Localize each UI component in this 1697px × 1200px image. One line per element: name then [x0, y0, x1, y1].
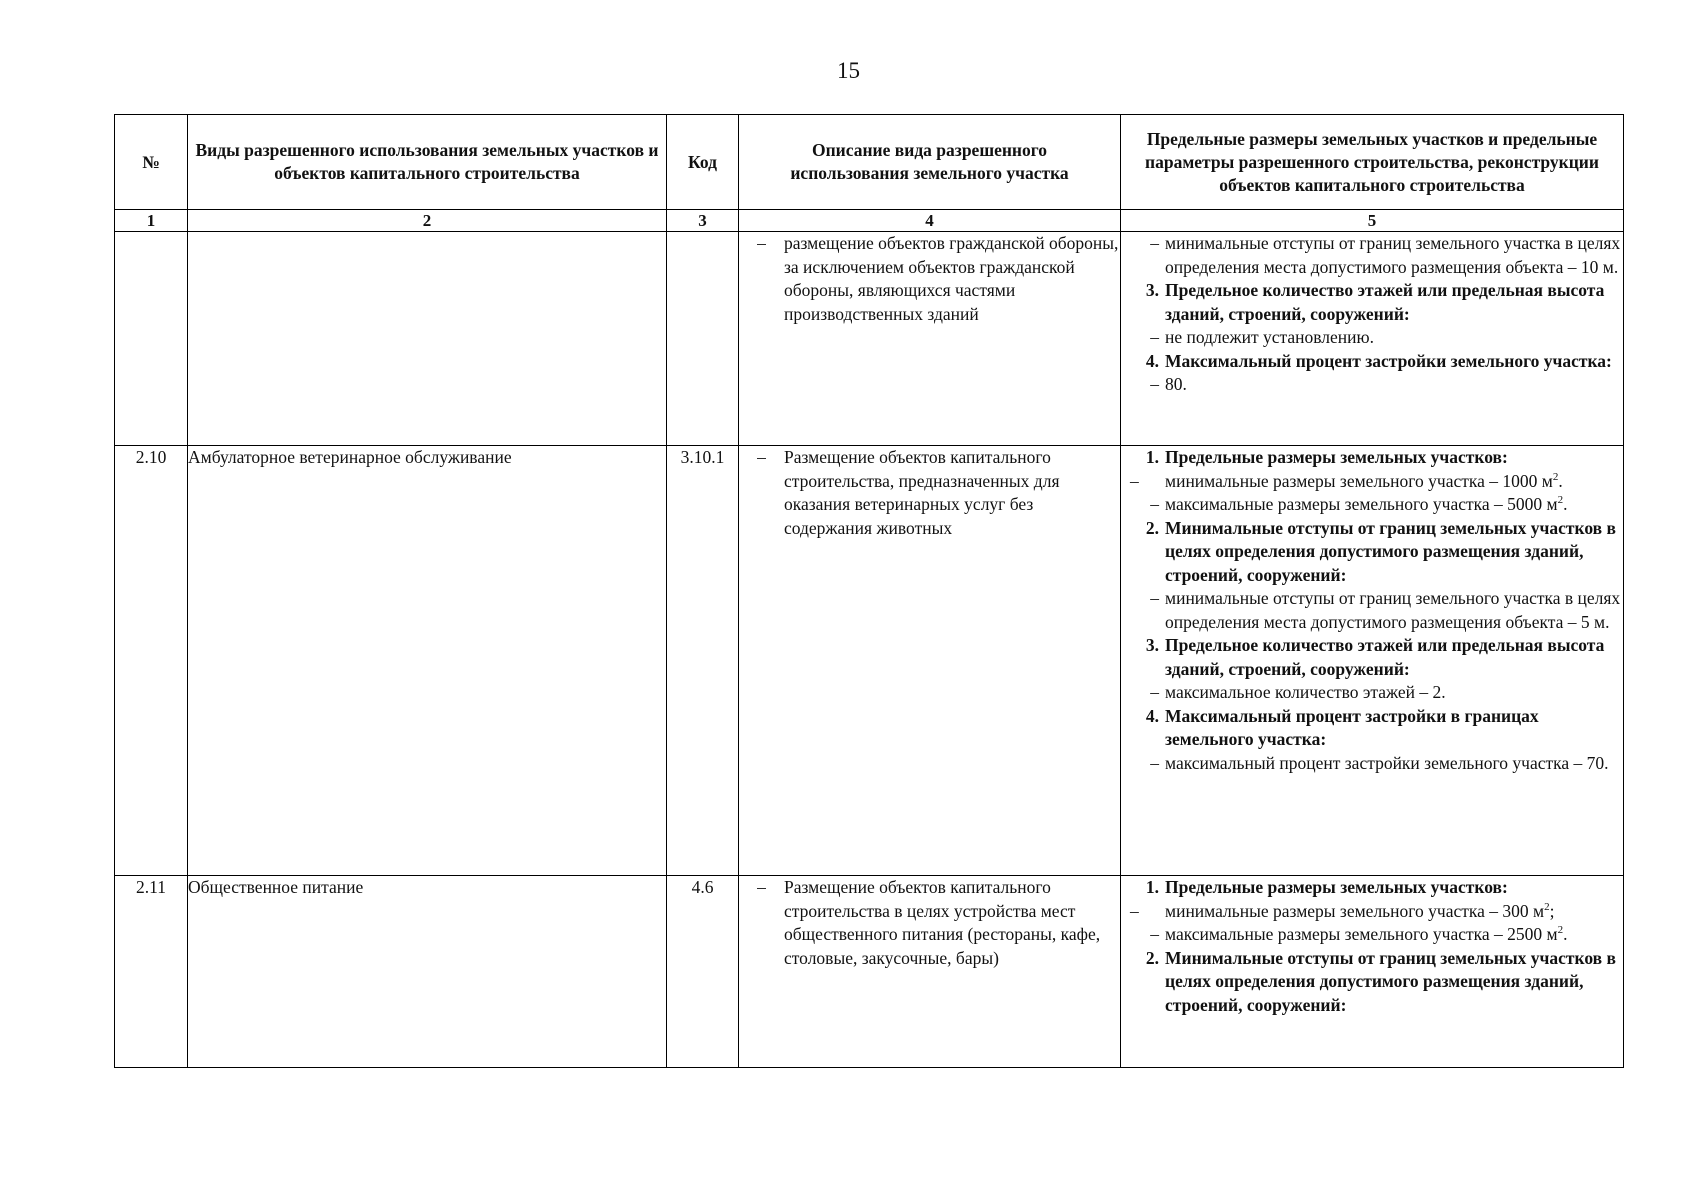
header-use-type: Виды разрешенного использования земельных участков и объектов капитального строительства [188, 115, 667, 210]
dash-marker: – [1130, 900, 1139, 921]
parameter-text-main: максимальные размеры земельного участка – 5000 м [1165, 494, 1558, 514]
use-type-name [188, 232, 667, 446]
dash-marker: – [1150, 327, 1159, 347]
parameter-text [1165, 232, 1623, 279]
parameter-text-main: Минимальные отступы от границ земельных участков в целях определения допустимого размещения зданий, строений, сооружений: [1165, 517, 1616, 585]
list-number: 4. [1145, 350, 1159, 371]
list-number: 4. [1145, 705, 1159, 726]
parameter-heading [1121, 446, 1623, 470]
column-number: 1 [115, 210, 188, 232]
row-number: 2.10 [115, 446, 188, 876]
parameter-heading [1121, 876, 1623, 900]
list-number: 3. [1145, 280, 1159, 300]
parameter-text [1165, 517, 1623, 588]
use-parameters [1121, 232, 1624, 446]
parameter-text [1165, 876, 1623, 900]
parameter-heading [1121, 947, 1623, 1018]
dash-marker: – [757, 447, 766, 467]
column-number: 4 [739, 210, 1121, 232]
parameter-text-main: Предельные размеры земельных участков: [1165, 447, 1508, 467]
column-number: 2 [188, 210, 667, 232]
parameter-text [1165, 587, 1623, 634]
parameter-text [1165, 681, 1623, 705]
dash-marker: – [757, 877, 766, 897]
list-number: 1. [1145, 447, 1159, 467]
superscript: 2 [1552, 470, 1559, 483]
use-code: 4.6 [667, 876, 739, 1068]
punctuation: . [1558, 470, 1563, 491]
parameter-text-main: Минимальные отступы от границ земельных участков в целях определения допустимого размещения зданий, строений, сооружений: [1165, 947, 1616, 1015]
parameter-heading [1121, 350, 1623, 374]
column-number-row [115, 210, 1624, 232]
row-number: 2.11 [115, 876, 188, 1068]
parameter-item [1121, 470, 1623, 494]
parameter-text-main: Предельное количество этажей или предельная высота зданий, строений, сооружений: [1165, 280, 1605, 324]
parameter-text [1165, 634, 1623, 681]
description-text: Размещение объектов капитального строительства в целях устройства мест общественного питания (рестораны, кафе, столовые, закусочные, бары) [784, 877, 1101, 968]
dash-marker: – [1150, 494, 1159, 514]
row-number [115, 232, 188, 446]
parameter-text-main: Максимальный процент застройки земельного участка: [1165, 350, 1612, 371]
parameter-text-main: минимальные размеры земельного участка – 300 м [1165, 900, 1545, 921]
use-code: 3.10.1 [667, 446, 739, 876]
dash-marker: – [1150, 374, 1159, 394]
list-number: 2. [1145, 517, 1159, 538]
parameter-item [1121, 493, 1623, 517]
description-text: Размещение объектов капитального строительства, предназначенных для оказания ветеринарных услуг без содержания животных [784, 447, 1060, 538]
parameter-text [1165, 326, 1623, 350]
punctuation: ; [1549, 900, 1555, 921]
parameter-text-main: минимальные отступы от границ земельного участка в целях определения места допустимого размещения объекта – 10 м. [1165, 233, 1621, 277]
parameter-text [1165, 493, 1623, 517]
parameter-text [1165, 705, 1623, 752]
dash-marker: – [757, 233, 766, 253]
superscript: 2 [1557, 924, 1564, 937]
use-parameters [1121, 446, 1624, 876]
parameter-text [1165, 350, 1623, 374]
parameter-heading [1121, 279, 1623, 326]
parameter-item [1121, 752, 1623, 776]
punctuation: . [1563, 494, 1568, 514]
parameter-text [1165, 947, 1623, 1018]
parameter-text-main: не подлежит установлению. [1165, 327, 1374, 347]
use-description [739, 232, 1121, 446]
punctuation: . [1563, 924, 1568, 944]
parameter-text [1154, 900, 1623, 924]
dash-marker: – [1150, 233, 1159, 253]
header-row [115, 115, 1624, 210]
use-type-name: Амбулаторное ветеринарное обслуживание [188, 446, 667, 876]
use-code [667, 232, 739, 446]
parameter-text-main: минимальные отступы от границ земельного участка в целях определения места допустимого размещения объекта – 5 м. [1165, 588, 1621, 632]
parameter-text-main: 80. [1165, 374, 1187, 394]
dash-marker: – [1150, 588, 1159, 608]
page-number: 15 [837, 58, 860, 83]
parameter-text-main: Максимальный процент застройки в границах земельного участка: [1165, 705, 1539, 749]
dash-marker: – [1150, 752, 1159, 773]
dash-marker: – [1150, 924, 1159, 944]
parameter-item [1121, 923, 1623, 947]
parameter-text [1154, 470, 1623, 494]
parameter-item [1121, 900, 1623, 924]
parameter-text [1165, 446, 1623, 470]
list-number: 2. [1145, 947, 1159, 968]
header-number: № [115, 115, 188, 210]
parameter-item [1121, 587, 1623, 634]
parameter-text-main: максимальное количество этажей – 2. [1165, 682, 1446, 702]
parameter-text-main: Предельные размеры земельных участков: [1165, 877, 1508, 897]
table-row [115, 446, 1624, 876]
parameter-text [1165, 279, 1623, 326]
header-parameters: Предельные размеры земельных участков и предельные параметры разрешенного строительства, реконструкции объектов капитального строительства [1121, 115, 1624, 210]
superscript: 2 [1544, 900, 1550, 913]
parameter-heading [1121, 517, 1623, 588]
parameter-text-main: Предельное количество этажей или предельная высота зданий, строений, сооружений: [1165, 635, 1605, 679]
header-description: Описание вида разрешенного использования земельного участка [739, 115, 1121, 210]
dash-marker: – [1130, 470, 1139, 491]
land-use-table [114, 114, 1624, 1068]
description-item [739, 876, 1120, 970]
parameter-item [1121, 232, 1623, 279]
superscript: 2 [1557, 494, 1564, 507]
use-type-name: Общественное питание [188, 876, 667, 1068]
list-number: 3. [1145, 635, 1159, 655]
column-number: 5 [1121, 210, 1624, 232]
parameter-heading [1121, 705, 1623, 752]
use-description [739, 446, 1121, 876]
dash-marker: – [1150, 682, 1159, 702]
parameter-text-main: максимальные размеры земельного участка – 2500 м [1165, 924, 1558, 944]
use-description [739, 876, 1121, 1068]
parameter-heading [1121, 634, 1623, 681]
header-code: Код [667, 115, 739, 210]
parameter-text-main: максимальный процент застройки земельного участка – 70. [1165, 752, 1609, 773]
table-row [115, 232, 1624, 446]
parameter-text-main: минимальные размеры земельного участка – 1000 м [1165, 470, 1553, 491]
column-number: 3 [667, 210, 739, 232]
parameter-text [1165, 373, 1623, 397]
use-parameters [1121, 876, 1624, 1068]
table-row [115, 876, 1624, 1068]
description-text: размещение объектов гражданской обороны, за исключением объектов гражданской обороны, являющихся частями производственных зданий [784, 233, 1119, 324]
list-number: 1. [1145, 877, 1159, 897]
description-item [739, 232, 1120, 326]
parameter-item [1121, 373, 1623, 397]
parameter-text [1165, 923, 1623, 947]
parameter-item [1121, 681, 1623, 705]
description-item [739, 446, 1120, 540]
parameter-text [1165, 752, 1623, 776]
parameter-item [1121, 326, 1623, 350]
